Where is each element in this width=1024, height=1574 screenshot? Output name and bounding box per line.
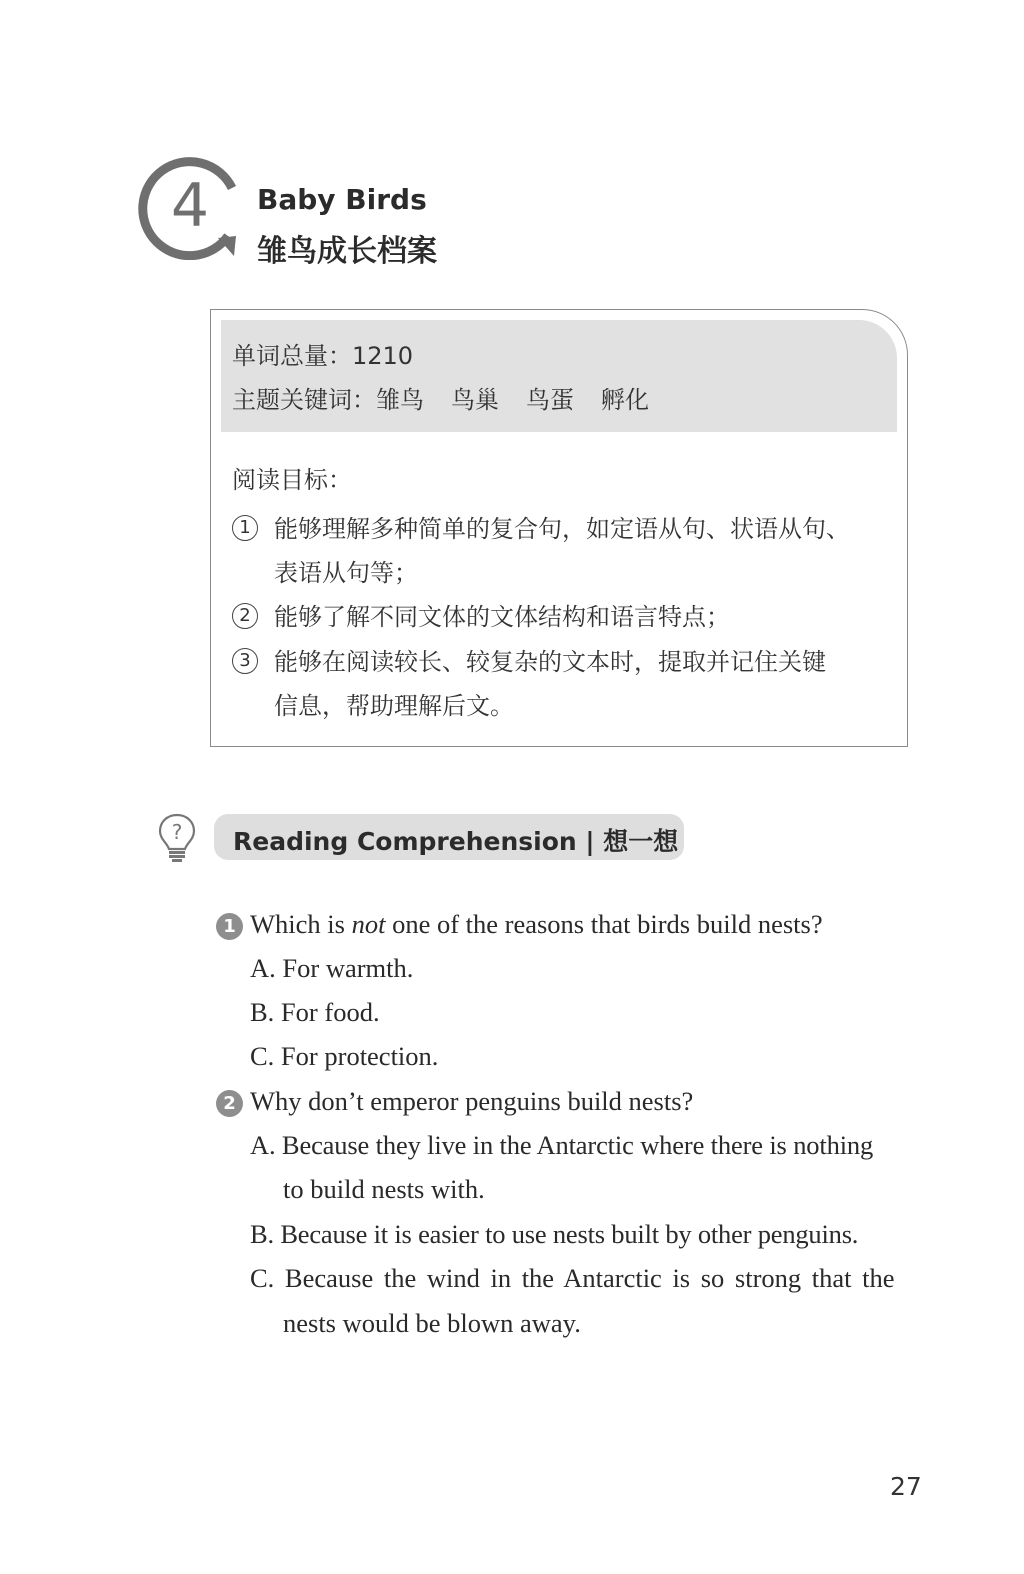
question-number-badge: 2: [216, 1090, 243, 1117]
lightbulb-icon: [157, 812, 197, 864]
keywords-line: [232, 380, 676, 415]
goal-text-line: 信息，帮助理解后文。: [274, 692, 514, 720]
chapter-title-chinese: 雏鸟成长档案: [257, 234, 437, 269]
answer-option: A. For warmth.: [250, 953, 414, 983]
goal-number: 2: [232, 603, 258, 629]
keyword: 雏鸟: [376, 386, 424, 414]
keywords-label: 主题关键词：: [232, 386, 376, 414]
reading-goals-title: 阅读目标：: [232, 466, 352, 494]
answer-option-continued: to build nests with.: [283, 1174, 485, 1204]
svg-text:?: ?: [171, 820, 183, 844]
answer-option: C. For protection.: [250, 1041, 439, 1071]
word-count-label: 单词总量：: [232, 342, 352, 370]
goal-text-line: 表语从句等；: [274, 559, 418, 587]
goal-text-line: 能够理解多种简单的复合句，如定语从句、状语从句、: [274, 515, 850, 543]
page-number: 27: [890, 1472, 922, 1501]
goal-number: 1: [232, 515, 258, 541]
question-text: [250, 909, 823, 940]
chapter-title-english: Baby Birds: [257, 183, 427, 216]
answer-option: B. Because it is easier to use nests built by other penguins.: [250, 1219, 859, 1249]
answer-option: A. Because they live in the Antarctic where there is nothing: [250, 1130, 874, 1160]
question-number-badge: 1: [216, 913, 243, 940]
keyword: 鸟巢: [451, 386, 499, 414]
goal-number: 3: [232, 648, 258, 674]
section-header-label: Reading Comprehension | 想一想: [233, 827, 679, 856]
goal-text-line: 能够在阅读较长、较复杂的文本时，提取并记住关键: [274, 648, 826, 676]
answer-option: B. For food.: [250, 997, 380, 1027]
question-text-part: Which is: [250, 909, 352, 939]
question-text: Why don’t emperor penguins build nests?: [250, 1086, 694, 1116]
chapter-number-badge: [136, 150, 246, 260]
goal-text-line: 能够了解不同文体的文体结构和语言特点；: [274, 603, 730, 631]
question-text-emphasis: not: [351, 909, 386, 939]
question-text-part: one of the reasons that birds build nests?: [385, 909, 823, 939]
keyword: 孵化: [601, 386, 649, 414]
word-count-line: [232, 336, 413, 371]
word-count-value: 1210: [352, 342, 414, 370]
answer-option: C. Because the wind in the Antarctic is so strong that the: [250, 1263, 895, 1293]
chapter-number: 4: [170, 171, 210, 241]
answer-option-continued: nests would be blown away.: [283, 1308, 581, 1338]
keyword: 鸟蛋: [526, 386, 574, 414]
